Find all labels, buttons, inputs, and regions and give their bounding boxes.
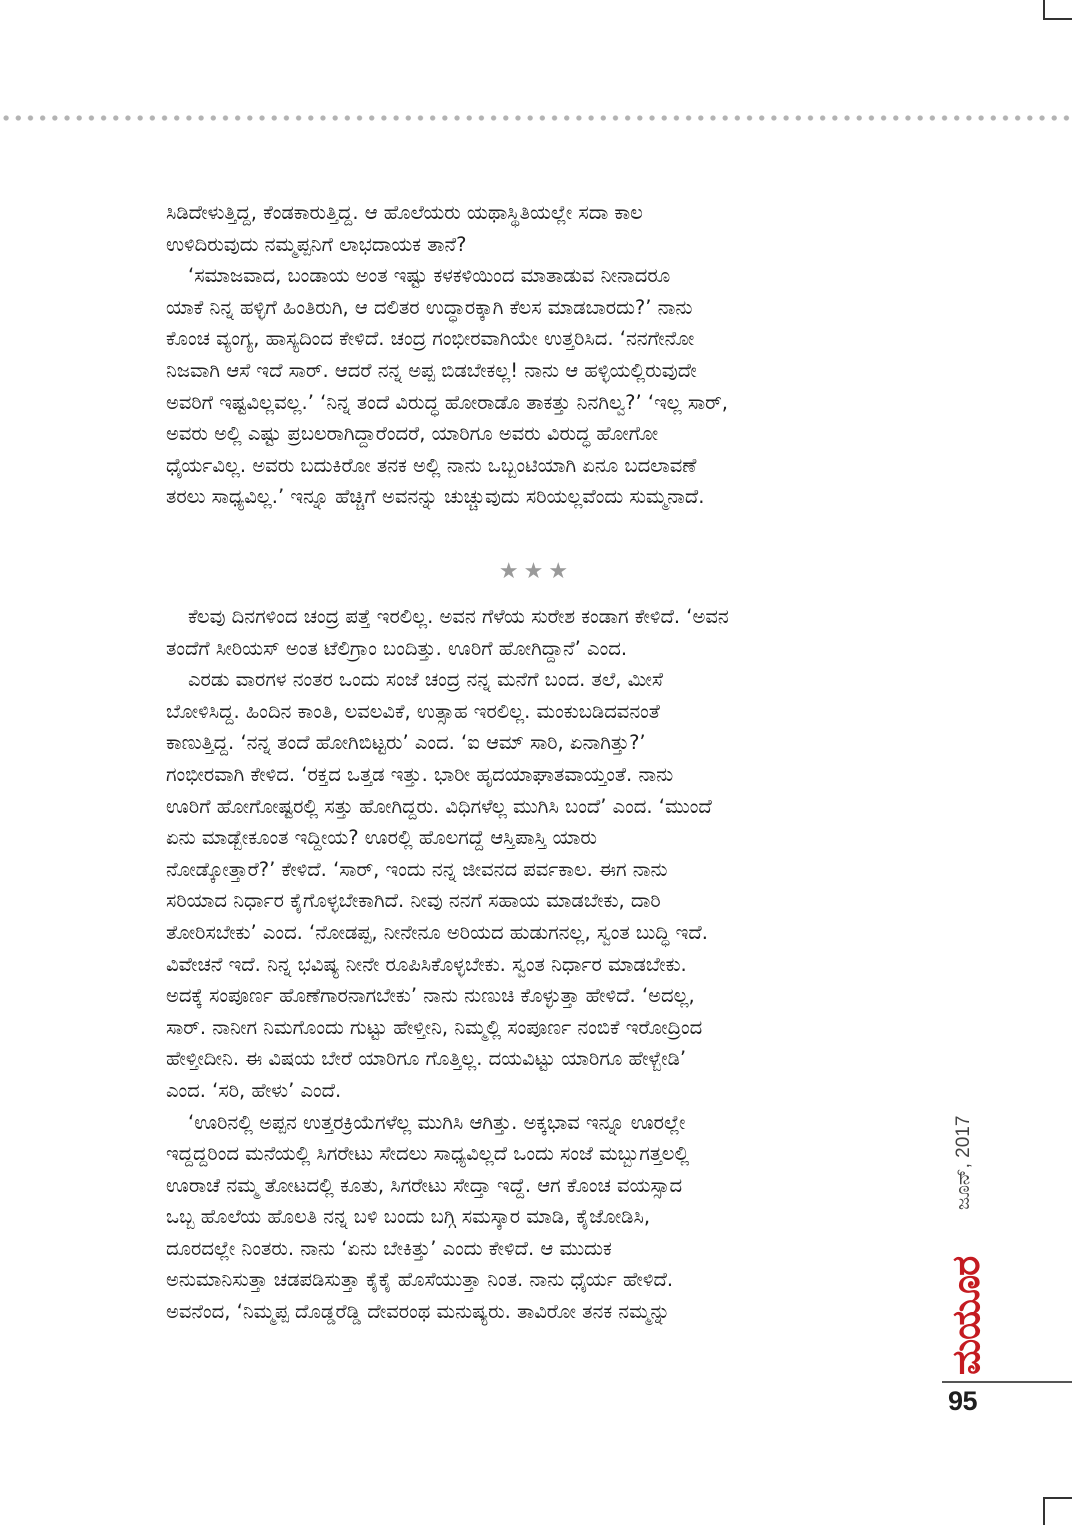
text-line: ಅವರು ಅಲ್ಲಿ ಎಷ್ಟು ಪ್ರಬಲರಾಗಿದ್ದಾರೆಂದರೆ, ಯಾರಿಗೂ ಅವರು ವಿರುದ್ಧ ಹೋಗೋ	[166, 422, 659, 446]
text-line: ಊರಿಗೆ ಹೋಗೋಷ್ಟರಲ್ಲಿ ಸತ್ತು ಹೋಗಿದ್ದರು. ವಿಧಿಗಳೆಲ್ಲ ಮುಗಿಸಿ ಬಂದೆ’ ಎಂದ. ‘ಮುಂದೆ	[166, 794, 712, 818]
crop-mark-top-right-v	[1043, 0, 1045, 20]
page-number: 95	[948, 1386, 978, 1416]
text-line: ಎಂದ. ‘ಸರಿ, ಹೇಳು’ ಎಂದೆ.	[166, 1078, 342, 1102]
text-line: ಇದ್ದದ್ದರಿಂದ ಮನೆಯಲ್ಲಿ ಸಿಗರೇಟು ಸೇದಲು ಸಾಧ್ಯವಿಲ್ಲದೆ ಒಂದು ಸಂಜೆ ಮಬ್ಬುಗತ್ತಲಲ್ಲಿ	[166, 1142, 690, 1166]
text-line: ನಿಜವಾಗಿ ಆಸೆ ಇದೆ ಸಾರ್. ಆದರೆ ನನ್ನ ಅಪ್ಪ ಬಿಡಬೇಕಲ್ಲ! ನಾನು ಆ ಹಳ್ಳಿಯಲ್ಲಿರುವುದೇ	[166, 358, 697, 382]
text-line: ಹೇಳ್ತೀದೀನಿ. ಈ ವಿಷಯ ಬೇರೆ ಯಾರಿಗೂ ಗೊತ್ತಿಲ್ಲ. ದಯವಿಟ್ಟು ಯಾರಿಗೂ ಹೇಳ್ಬೇಡಿ’	[166, 1047, 687, 1071]
dotted-header-rule	[0, 114, 1072, 122]
text-line: ತೋರಿಸಬೇಕು’ ಎಂದ. ‘ನೋಡಪ್ಪ, ನೀನೇನೂ ಅರಿಯದ ಹುಡುಗನಲ್ಲ, ಸ್ವಂತ ಬುದ್ಧಿ ಇದೆ.	[166, 920, 708, 944]
section-separator: ★★★	[498, 559, 574, 584]
text-line: ಬೋಳಿಸಿದ್ದ. ಹಿಂದಿನ ಕಾಂತಿ, ಲವಲವಿಕೆ, ಉತ್ಸಾಹ ಇರಲಿಲ್ಲ. ಮಂಕುಬಡಿದವನಂತೆ	[166, 699, 660, 723]
text-line: ಅನುಮಾನಿಸುತ್ತಾ ಚಡಪಡಿಸುತ್ತಾ ಕೈಕೈ ಹೊಸೆಯುತ್ತಾ ನಿಂತ. ನಾನು ಧೈರ್ಯ ಹೇಳಿದೆ.	[166, 1268, 674, 1292]
magazine-logo: ಮಯೂರ	[944, 1256, 988, 1375]
text-line: ಸರಿಯಾದ ನಿರ್ಧಾರ ಕೈಗೊಳ್ಳಬೇಕಾಗಿದೆ. ನೀವು ನನಗೆ ಸಹಾಯ ಮಾಡಬೇಕು, ದಾರಿ	[166, 889, 661, 913]
article-body-bottom	[166, 601, 912, 1328]
text-line: ಸಿಡಿದೇಳುತ್ತಿದ್ದ, ಕೆಂಡಕಾರುತ್ತಿದ್ದ. ಆ ಹೊಲೆಯರು ಯಥಾಸ್ಥಿತಿಯಲ್ಲೇ ಸದಾ ಕಾಲ	[166, 201, 643, 224]
text-line: ಗಂಭೀರವಾಗಿ ಕೇಳಿದ. ‘ರಕ್ತದ ಒತ್ತಡ ಇತ್ತು. ಭಾರೀ ಹೃದಯಾಘಾತವಾಯ್ತಂತೆ. ನಾನು	[166, 762, 674, 786]
text-line: ತರಲು ಸಾಧ್ಯವಿಲ್ಲ.’ ಇನ್ನೂ ಹೆಚ್ಚಿಗೆ ಅವನನ್ನು ಚುಚ್ಚುವುದು ಸರಿಯಲ್ಲವೆಂದು ಸುಮ್ಮನಾದೆ.	[166, 485, 705, 509]
text-line: ಅವರಿಗೆ ಇಷ್ಟವಿಲ್ಲವಲ್ಲ.’ ‘ನಿನ್ನ ತಂದೆ ವಿರುದ್ಧ ಹೋರಾಡೊ ತಾಕತ್ತು ನಿನಗಿಲ್ವ?’ ‘ಇಲ್ಲ ಸಾರ್,	[166, 390, 728, 414]
text-line: ಒಬ್ಬ ಹೊಲೆಯ ಹೊಲತಿ ನನ್ನ ಬಳಿ ಬಂದು ಬಗ್ಗಿ ಸಮಸ್ಕಾರ ಮಾಡಿ, ಕೈಜೋಡಿಸಿ,	[166, 1205, 651, 1229]
magazine-sidebar	[944, 1110, 995, 1375]
crop-mark-bottom-right-h	[1043, 1497, 1072, 1499]
text-line: ಎರಡು ವಾರಗಳ ನಂತರ ಒಂದು ಸಂಜೆ ಚಂದ್ರ ನನ್ನ ಮನೆಗೆ ಬಂದ. ತಲೆ, ಮೀಸೆ	[188, 668, 664, 692]
text-line: ಏನು ಮಾಡ್ಬೇಕೂಂತ ಇದ್ದೀಯ? ಊರಲ್ಲಿ ಹೊಲಗದ್ದೆ ಆಸ್ತಿಪಾಸ್ತಿ ಯಾರು	[166, 826, 597, 850]
page-number-rule	[942, 1381, 1072, 1383]
crop-mark-bottom-right-v	[1043, 1497, 1045, 1525]
text-line: ವಿವೇಚನೆ ಇದೆ. ನಿನ್ನ ಭವಿಷ್ಯ ನೀನೇ ರೂಪಿಸಿಕೊಳ್ಳಬೇಕು. ಸ್ವಂತ ನಿರ್ಧಾರ ಮಾಡಬೇಕು.	[166, 952, 687, 976]
text-line: ನೋಡ್ಕೋತ್ತಾರೆ?’ ಕೇಳಿದೆ. ‘ಸಾರ್, ಇಂದು ನನ್ನ ಜೀವನದ ಪರ್ವಕಾಲ. ಈಗ ನಾನು	[166, 857, 668, 881]
text-line: ಕೆಲವು ದಿನಗಳಿಂದ ಚಂದ್ರ ಪತ್ತೆ ಇರಲಿಲ್ಲ. ಅವನ ಗೆಳೆಯ ಸುರೇಶ ಕಂಡಾಗ ಕೇಳಿದೆ. ‘ಅವನ	[188, 605, 729, 628]
text-line: ಕಾಣುತ್ತಿದ್ದ. ‘ನನ್ನ ತಂದೆ ಹೋಗಿಬಿಟ್ಟರು’ ಎಂದ. ‘ಐ ಆಮ್ ಸಾರಿ, ಏನಾಗಿತ್ತು?’	[166, 731, 646, 755]
text-line: ಸಾರ್. ನಾನೀಗ ನಿಮಗೊಂದು ಗುಟ್ಟು ಹೇಳ್ತೀನಿ, ನಿಮ್ಮಲ್ಲಿ ಸಂಪೂರ್ಣ ನಂಬಿಕೆ ಇರೋದ್ರಿಂದ	[166, 1015, 703, 1039]
text-line: ದೂರದಲ್ಲೇ ನಿಂತರು. ನಾನು ‘ಏನು ಬೇಕಿತ್ತು’ ಎಂದು ಕೇಳಿದೆ. ಆ ಮುದುಕ	[166, 1236, 612, 1260]
text-line: ಯಾಕೆ ನಿನ್ನ ಹಳ್ಳಿಗೆ ಹಿಂತಿರುಗಿ, ಆ ದಲಿತರ ಉದ್ಧಾರಕ್ಕಾಗಿ ಕೆಲಸ ಮಾಡಬಾರದು?’ ನಾನು	[166, 295, 693, 319]
issue-date: ಜೂನ್, 2017	[953, 1115, 974, 1210]
text-line: ತಂದೆಗೆ ಸೀರಿಯಸ್ ಅಂತ ಟೆಲಿಗ್ರಾಂ ಬಂದಿತ್ತು. ಊರಿಗೆ ಹೋಗಿದ್ದಾನೆ’ ಎಂದ.	[166, 636, 628, 660]
text-line: ಅವನೆಂದ, ‘ನಿಮ್ಮಪ್ಪ ದೊಡ್ಡರೆಡ್ಡಿ ದೇವರಂಥ ಮನುಷ್ಯರು. ತಾವಿರೋ ತನಕ ನಮ್ಮನ್ನು	[166, 1300, 671, 1324]
article-body-top	[166, 197, 912, 513]
text-line: ಕೊಂಚ ವ್ಯಂಗ್ಯ, ಹಾಸ್ಯದಿಂದ ಕೇಳಿದೆ. ಚಂದ್ರ ಗಂಭೀರವಾಗಿಯೇ ಉತ್ತರಿಸಿದ. ‘ನನಗೇನೋ	[166, 327, 695, 351]
text-line: ಉಳಿದಿರುವುದು ನಮ್ಮಪ್ಪನಿಗೆ ಲಾಭದಾಯಕ ತಾನೆ?	[166, 232, 467, 256]
text-line: ಧೈರ್ಯವಿಲ್ಲ. ಅವರು ಬದುಕಿರೋ ತನಕ ಅಲ್ಲಿ ನಾನು ಒಬ್ಬಂಟಿಯಾಗಿ ಏನೂ ಬದಲಾವಣೆ	[166, 453, 697, 477]
text-line: ಊರಾಚೆ ನಮ್ಮ ತೋಟದಲ್ಲಿ ಕೂತು, ಸಿಗರೇಟು ಸೇದ್ತಾ ಇದ್ದೆ. ಆಗ ಕೊಂಚ ವಯಸ್ಸಾದ	[166, 1173, 683, 1197]
text-line: ‘ಊರಿನಲ್ಲಿ ಅಪ್ಪನ ಉತ್ತರಕ್ರಿಯೆಗಳೆಲ್ಲ ಮುಗಿಸಿ ಆಗಿತ್ತು. ಅಕ್ಕಭಾವ ಇನ್ನೂ ಊರಲ್ಲೇ	[188, 1110, 686, 1134]
crop-mark-top-right-h	[1043, 18, 1072, 20]
text-line: ಅದಕ್ಕೆ ಸಂಪೂರ್ಣ ಹೊಣೆಗಾರನಾಗಬೇಕು’ ನಾನು ನುಣುಚಿ ಕೊಳ್ಳುತ್ತಾ ಹೇಳಿದೆ. ‘ಅದಲ್ಲ,	[166, 984, 695, 1008]
text-line: ‘ಸಮಾಜವಾದ, ಬಂಡಾಯ ಅಂತ ಇಷ್ಟು ಕಳಕಳಿಯಿಂದ ಮಾತಾಡುವ ನೀನಾದರೂ	[188, 264, 671, 288]
